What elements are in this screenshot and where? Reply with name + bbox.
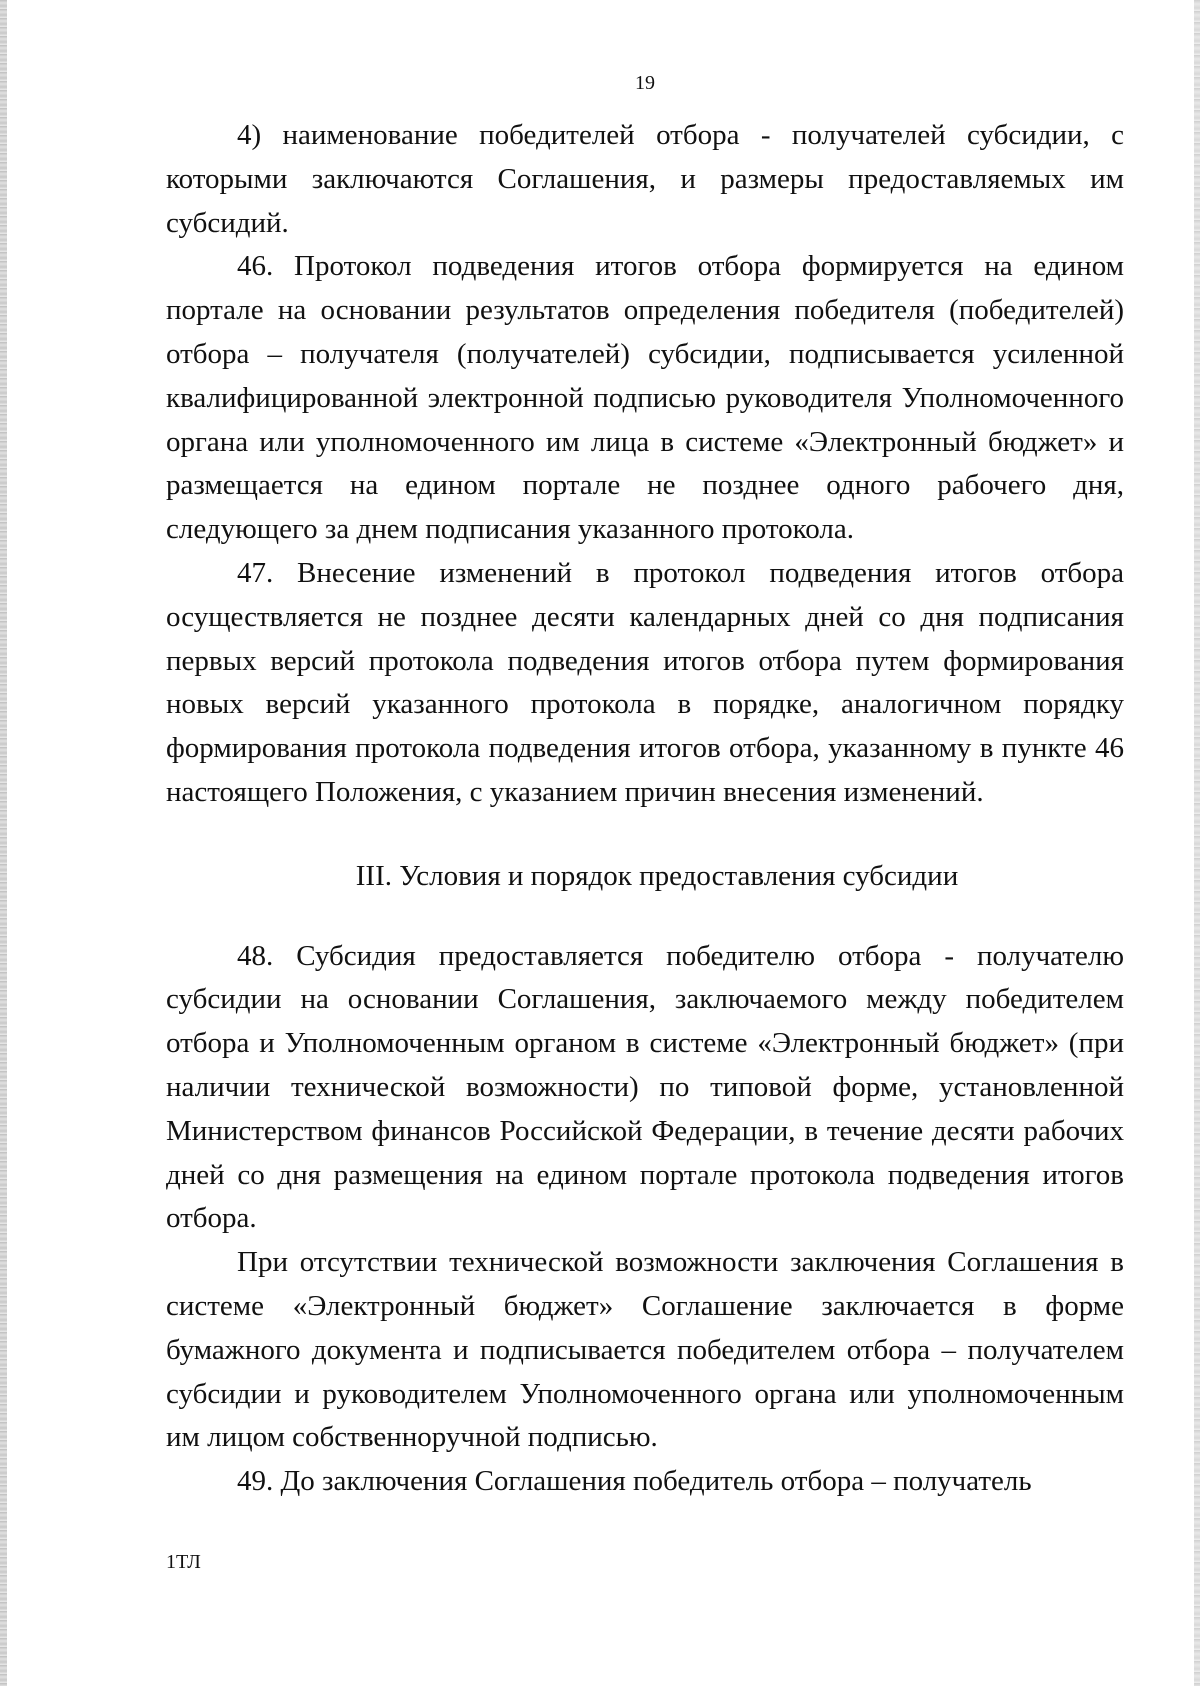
section-heading: III. Условия и порядок предоставления субсидии (355, 859, 959, 892)
footer-code: 1ТЛ (166, 1551, 201, 1573)
paragraph-item-4: 4) наименование победителей отбора - получателей субсидии, с которыми заключаются Соглашения, и размеры предоставляемых им субсидий. (166, 119, 1124, 239)
document-body (166, 114, 1124, 1504)
paragraph-clause-48: 48. Субсидия предоставляется победителю отбора - получателю субсидии на основании Соглашения, заключаемого между победителем отбора и Уполномоченным органом в системе «Электронный бюджет» (при наличии технической возможности) по типовой форме, установленной Министерством финансов Российской Федерации, в течение десяти рабочих дней со дня размещения на едином портале протокола подведения итогов отбора. (166, 939, 1124, 1235)
scan-edge-right (1194, 0, 1200, 1686)
paragraph-clause-46: 46. Протокол подведения итогов отбора формируется на едином портале на основании результатов определения победителя (победителей) отбора – получателя (получателей) субсидии, подписывается усиленной квалифицированной электронной подписью руководителя Уполномоченного органа или уполномоченного им лица в системе «Электронный бюджет» и размещается на едином портале не позднее одного рабочего дня, следующего за днем подписания указанного протокола. (166, 250, 1124, 546)
paragraph-clause-47: 47. Внесение изменений в протокол подведения итогов отбора осуществляется не позднее десяти календарных дней со дня подписания первых версий протокола подведения итогов отбора путем формирования новых версий указанного протокола в порядке, аналогичном порядку формирования протокола подведения итогов отбора, указанному в пункте 46 настоящего Положения, с указанием причин внесения изменений. (166, 556, 1124, 808)
scan-edge-left (0, 0, 7, 1686)
page-number: 19 (635, 72, 655, 94)
paragraph-no-tech-possibility: При отсутствии технической возможности заключения Соглашения в системе «Электронный бюджет» Соглашение заключается в форме бумажного документа и подписывается победителем отбора – получателем субсидии и руководителем Уполномоченного органа или уполномоченным им лицом собственноручной подписью. (166, 1246, 1124, 1454)
paragraph-clause-49: 49. До заключения Соглашения победитель отбора – получатель (237, 1465, 1032, 1498)
